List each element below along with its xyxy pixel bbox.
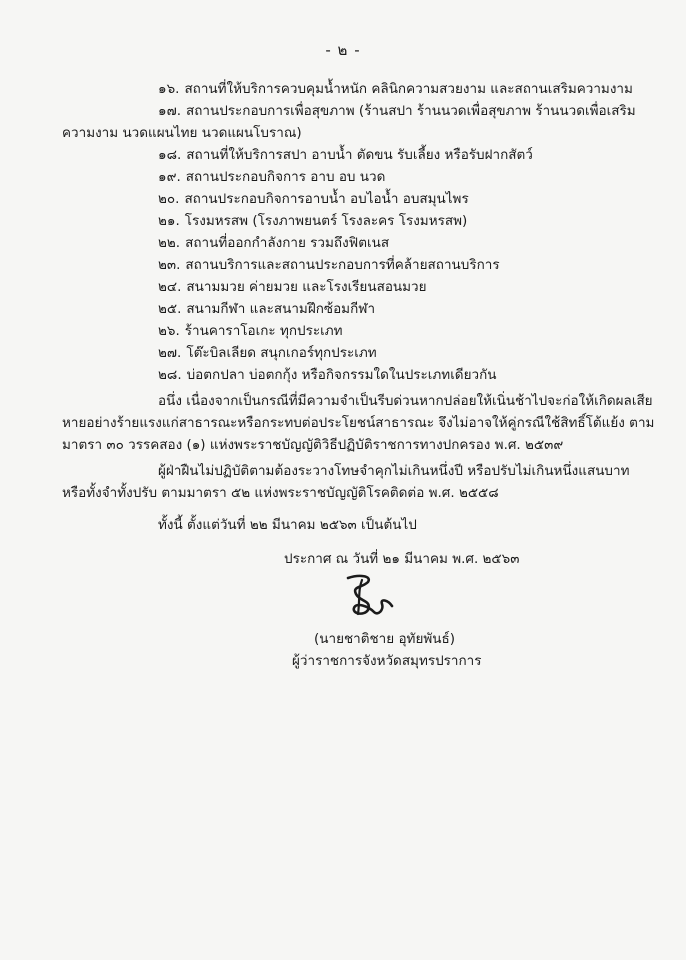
item-number: ๒๕. bbox=[158, 301, 182, 317]
item-text: สถานประกอบกิจการ อาบ อบ นวด bbox=[185, 169, 386, 185]
penalty-paragraph: ผู้ฝ่าฝืนไม่ปฏิบัติตามต้องระวางโทษจำคุกไม่เกินหนึ่งปี หรือปรับไม่เกินหนึ่งแสนบาท หรือทั้งจำทั้งปรับ ตามมาตรา ๕๒ แห่งพระราชบัญญัติโรคติดต่อ พ.ศ. ๒๕๕๘ bbox=[62, 463, 630, 501]
item-text: สถานบริการและสถานประกอบการที่คล้ายสถานบริการ bbox=[185, 257, 500, 273]
page-number: - ๒ - bbox=[325, 41, 361, 59]
item-text: สนามมวย ค่ายมวย และโรงเรียนสอนมวย bbox=[186, 279, 427, 295]
item-number: ๒๗. bbox=[158, 345, 182, 361]
item-number: ๑๗. bbox=[158, 103, 182, 119]
item-text: สถานประกอบกิจการอาบน้ำ อบไอน้ำ อบสมุนไพร bbox=[184, 191, 469, 207]
document-body bbox=[62, 78, 658, 570]
item-text: สถานที่ให้บริการสปา อาบน้ำ ตัดขน รับเลี้ยง หรือรับฝากสัตว์ bbox=[186, 147, 533, 163]
list-item bbox=[62, 144, 658, 166]
item-text: โต๊ะบิลเลียด สนุกเกอร์ทุกประเภท bbox=[186, 345, 377, 361]
list-item bbox=[62, 210, 658, 232]
signer-name: (นายชาติชาย อุทัยพันธ์) bbox=[314, 631, 455, 647]
urgency-paragraph: อนึ่ง เนื่องจากเป็นกรณีที่มีความจำเป็นรีบด่วนหากปล่อยให้เนิ่นช้าไปจะก่อให้เกิดผลเสียหายอย่างร้ายแรงแก่สาธารณะหรือกระทบต่อประโยชน์สาธารณะ จึงไม่อาจให้คู่กรณีใช้สิทธิ์โต้แย้ง ตามมาตรา ๓๐ วรรคสอง (๑) แห่งพระราชบัญญัติวิธีปฏิบัติราชการทางปกครอง พ.ศ. ๒๕๓๙ bbox=[62, 393, 655, 453]
effective-date: ทั้งนี้ ตั้งแต่วันที่ ๒๒ มีนาคม ๒๕๖๓ เป็นต้นไป bbox=[158, 517, 417, 533]
list-item bbox=[62, 78, 658, 100]
list-item bbox=[62, 254, 658, 276]
list-item bbox=[62, 232, 658, 254]
signature-image bbox=[338, 570, 398, 622]
list-item bbox=[62, 100, 658, 144]
list-item bbox=[62, 166, 658, 188]
announcement-date: ประกาศ ณ วันที่ ๒๑ มีนาคม พ.ศ. ๒๕๖๓ bbox=[284, 551, 520, 567]
item-number: ๒๖. bbox=[158, 323, 180, 339]
list-item bbox=[62, 276, 658, 298]
list-item bbox=[62, 298, 658, 320]
item-number: ๑๘. bbox=[158, 147, 182, 163]
item-number: ๒๑. bbox=[158, 213, 180, 229]
item-number: ๒๔. bbox=[158, 279, 182, 295]
signer-title: ผู้ว่าราชการจังหวัดสมุทรปราการ bbox=[292, 653, 482, 669]
item-text: สถานที่ให้บริการควบคุมน้ำหนัก คลินิกความสวยงาม และสถานเสริมความงาม bbox=[184, 81, 633, 97]
item-number: ๒๒. bbox=[158, 235, 181, 251]
item-text: สนามกีฬา และสนามฝึกซ้อมกีฬา bbox=[186, 301, 376, 317]
list-item bbox=[62, 364, 658, 386]
list-item bbox=[62, 188, 658, 210]
item-number: ๒๘. bbox=[158, 367, 182, 383]
item-number: ๑๖. bbox=[158, 81, 180, 97]
item-text: โรงมหรสพ (โรงภาพยนตร์ โรงละคร โรงมหรสพ) bbox=[184, 213, 468, 229]
item-number: ๒๐. bbox=[158, 191, 180, 207]
item-text: ร้านคาราโอเกะ ทุกประเภท bbox=[184, 323, 343, 339]
item-text: บ่อตกปลา บ่อตกกุ้ง หรือกิจกรรมใดในประเภทเดียวกัน bbox=[186, 367, 497, 383]
item-text: สถานที่ออกกำลังกาย รวมถึงฟิตเนส bbox=[185, 235, 390, 251]
list-item bbox=[62, 342, 658, 364]
list-item bbox=[62, 320, 658, 342]
item-number: ๑๙. bbox=[158, 169, 181, 185]
item-text: สถานประกอบการเพื่อสุขภาพ (ร้านสปา ร้านนวดเพื่อสุขภาพ ร้านนวดเพื่อเสริมความงาม นวดแผนไทย นวดแผนโบราณ) bbox=[62, 103, 636, 141]
signer-block bbox=[0, 628, 686, 672]
item-number: ๒๓. bbox=[158, 257, 181, 273]
